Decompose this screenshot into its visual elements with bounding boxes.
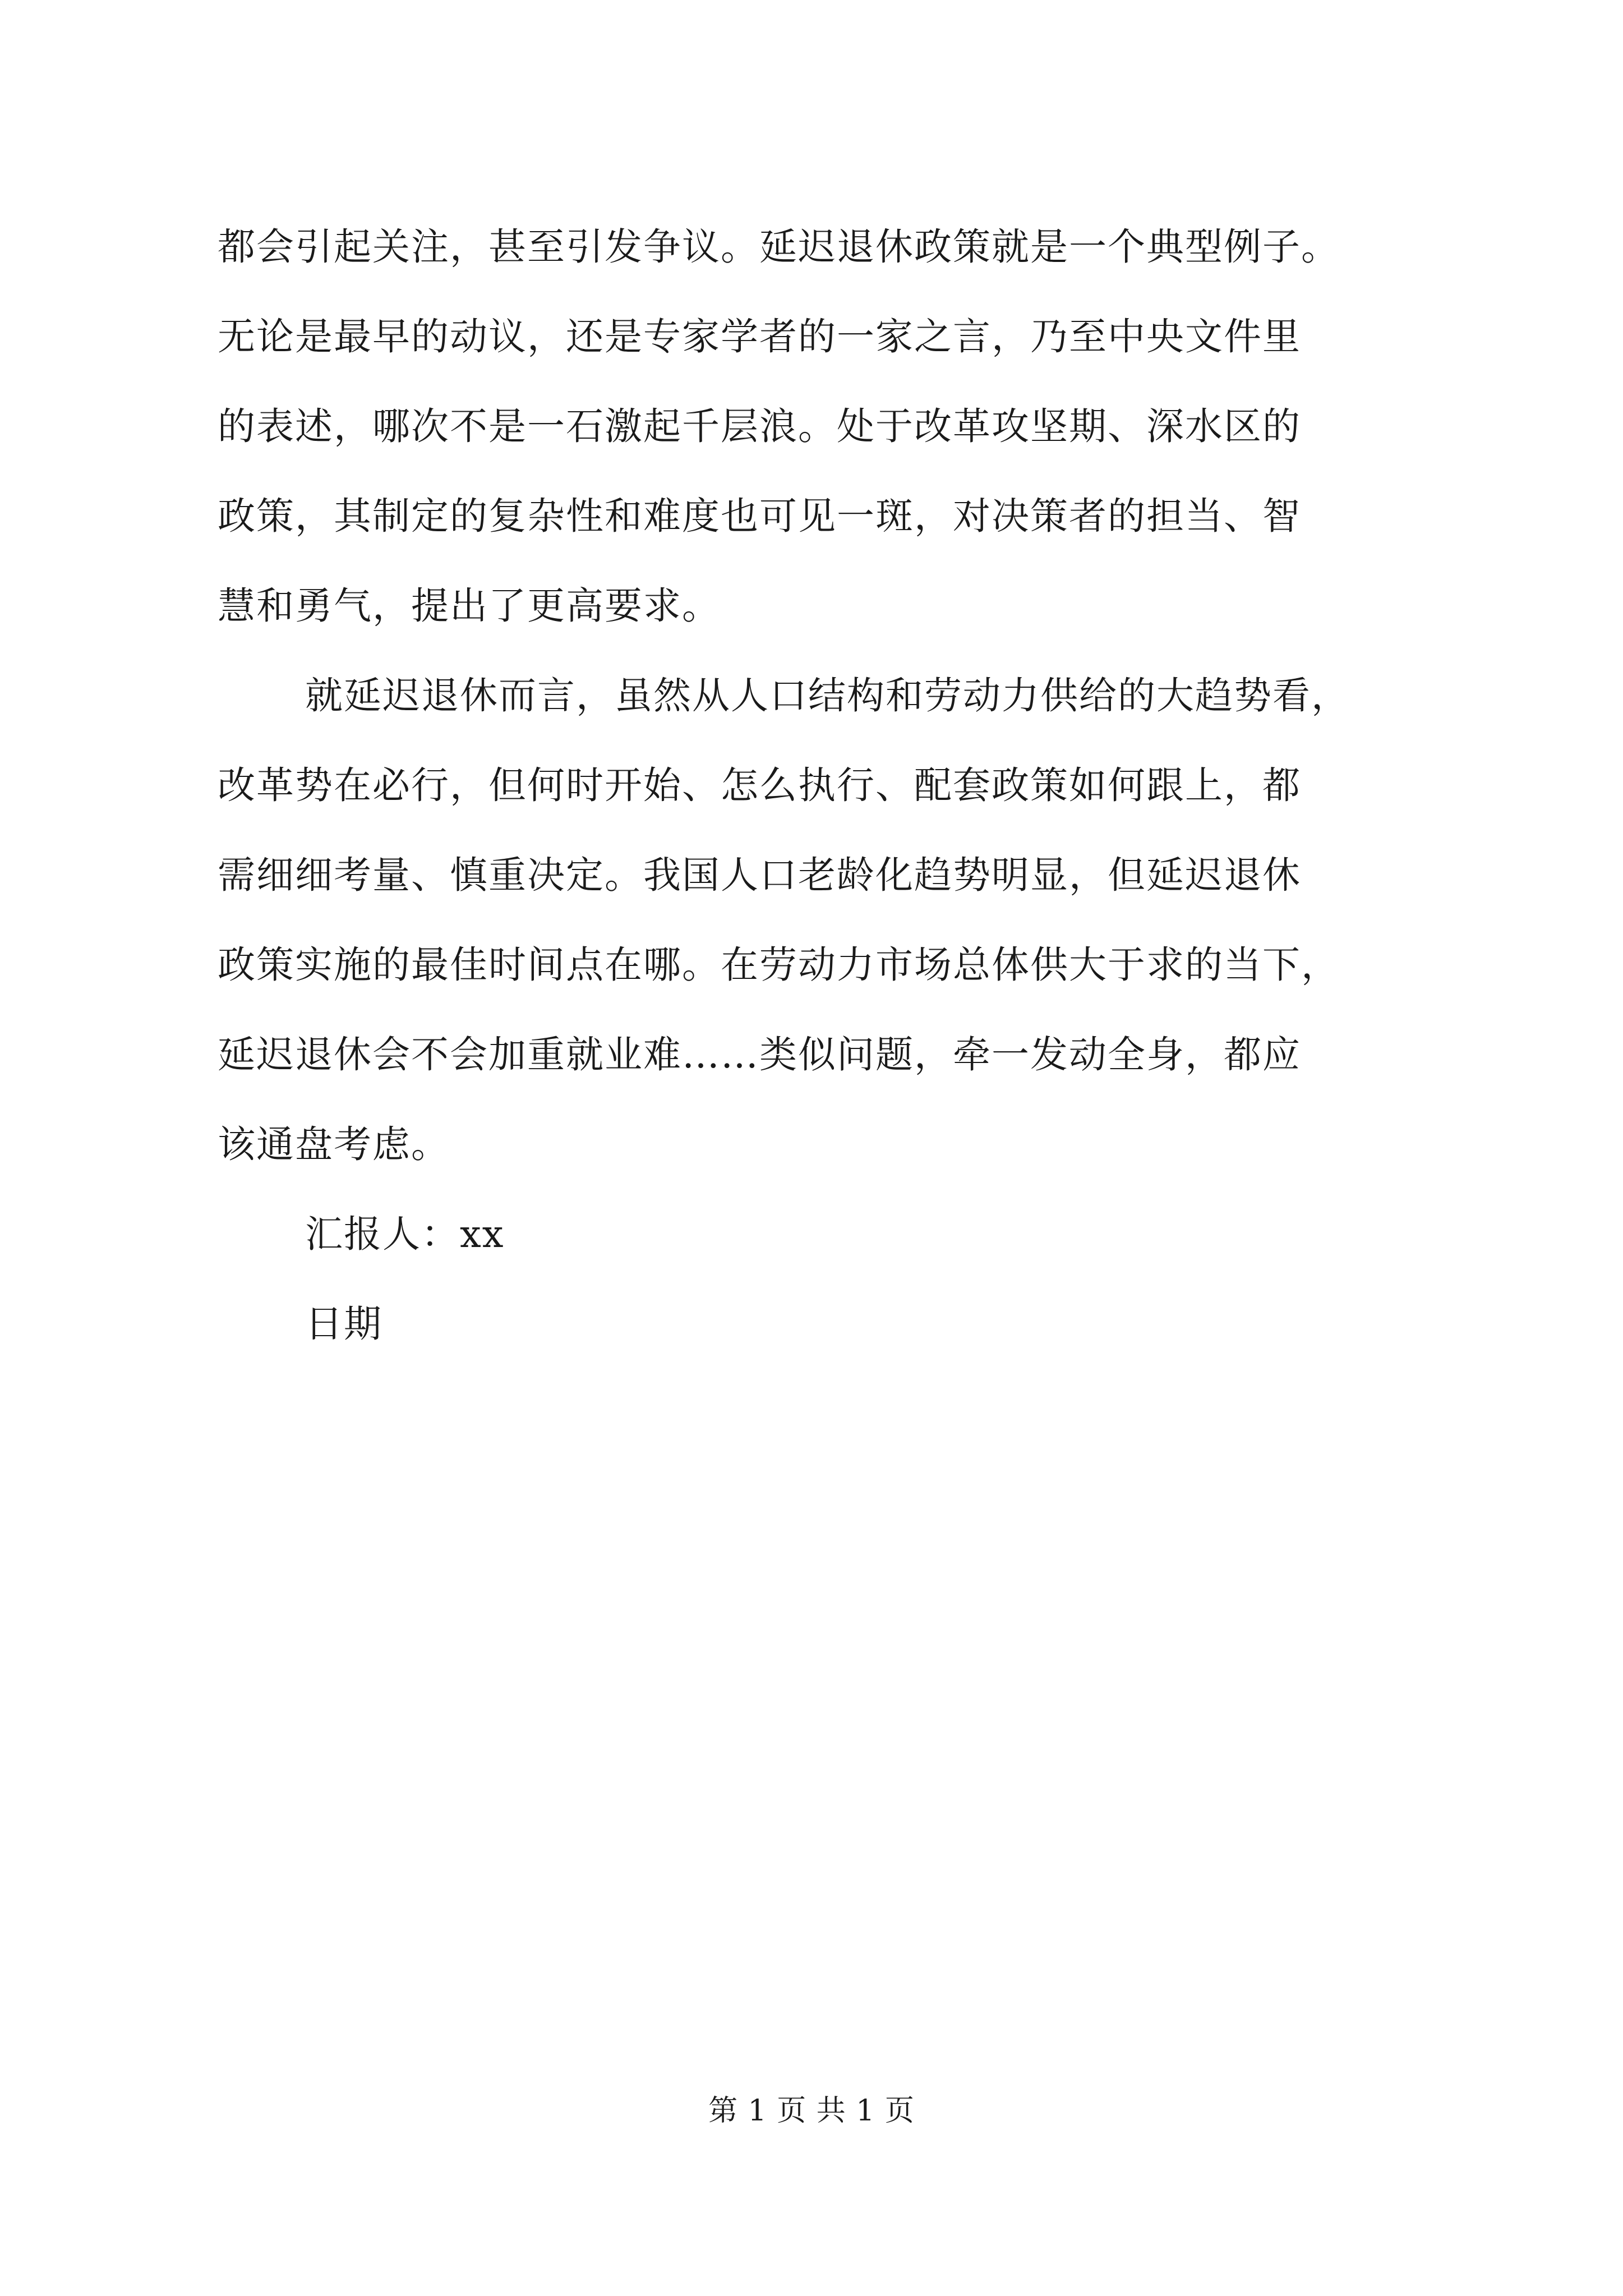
paragraph-1-line: 无论是最早的动议，还是专家学者的一家之言，乃至中央文件里 xyxy=(218,315,1301,358)
paragraph-2-line: 政策实施的最佳时间点在哪。在劳动力市场总体供大于求的当下， xyxy=(218,943,1340,987)
paragraph-1-line: 慧和勇气，提出了更高要求。 xyxy=(218,584,721,628)
document-body xyxy=(218,202,1412,1369)
paragraph-2-line: 该通盘考虑。 xyxy=(218,1122,450,1166)
paragraph-2-line: 延迟退休会不会加重就业难……类似问题，牵一发动全身，都应 xyxy=(218,1033,1301,1076)
paragraph-2-line: 改革势在必行，但何时开始、怎么执行、配套政策如何跟上，都 xyxy=(218,763,1301,807)
paragraph-2 xyxy=(218,651,1412,1189)
paragraph-1-line: 政策，其制定的复杂性和难度也可见一斑，对决策者的担当、智 xyxy=(218,494,1301,538)
reporter-line: 汇报人：xx xyxy=(305,1212,505,1256)
date-line: 日期 xyxy=(305,1302,382,1346)
paragraph-2-line: 就延迟退休而言，虽然从人口结构和劳动力供给的大趋势看， xyxy=(305,674,1350,717)
paragraph-1-line: 的表述，哪次不是一石激起千层浪。处于改革攻坚期、深水区的 xyxy=(218,404,1301,448)
paragraph-1 xyxy=(218,202,1412,651)
paragraph-2-line: 需细细考量、慎重决定。我国人口老龄化趋势明显，但延迟退休 xyxy=(218,853,1301,897)
page-footer: 第 1 页 共 1 页 xyxy=(708,2094,915,2128)
paragraph-1-line: 都会引起关注，甚至引发争议。延迟退休政策就是一个典型例子。 xyxy=(218,225,1340,269)
